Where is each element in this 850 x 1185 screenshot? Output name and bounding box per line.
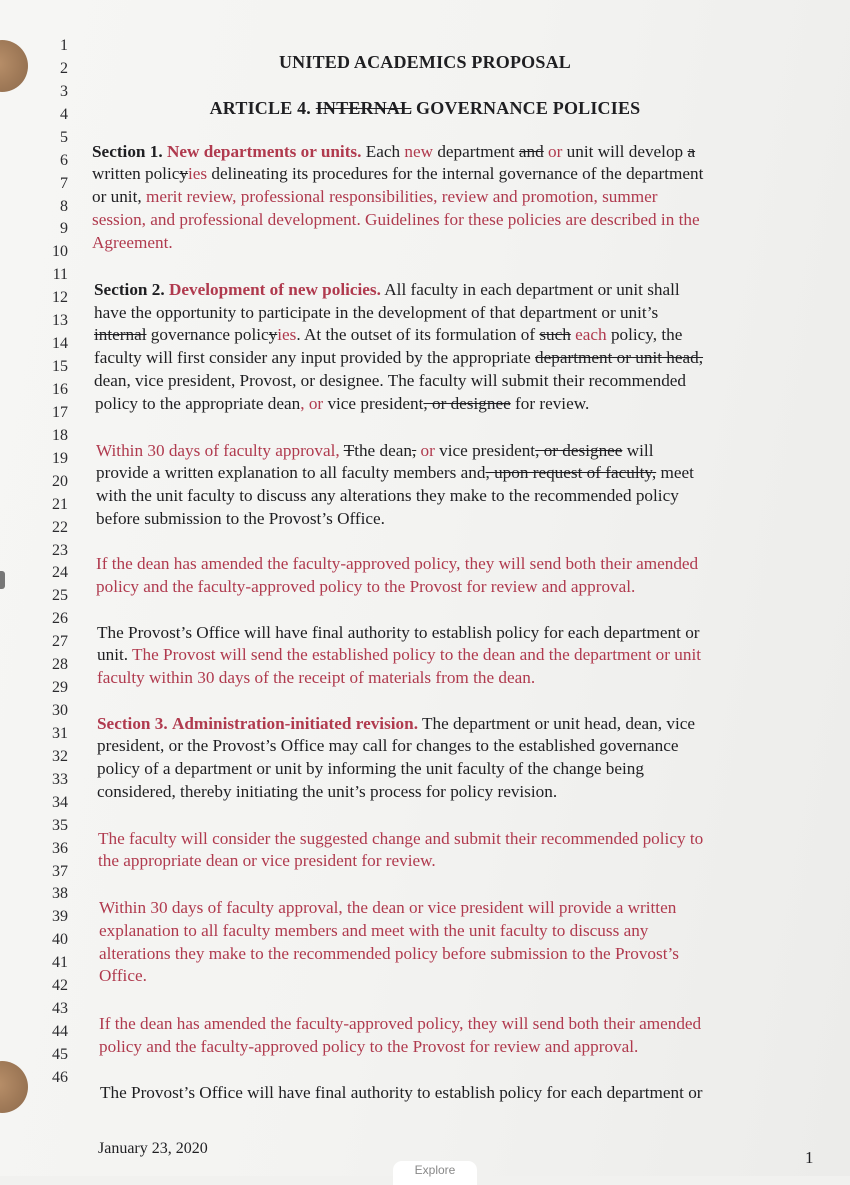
line-number: 22 bbox=[52, 518, 68, 536]
line-number: 34 bbox=[52, 793, 68, 811]
text-run: provide a written explanation to all faculty members and bbox=[96, 463, 486, 482]
text-run: The department or unit head, dean, vice bbox=[422, 714, 695, 733]
section2-line-1 bbox=[94, 279, 814, 301]
line-number: 4 bbox=[60, 105, 68, 123]
section3-para3-line-2: explanation to all faculty members and meet with the unit faculty to discuss any bbox=[99, 921, 649, 940]
document-heading: UNITED ACADEMICS PROPOSAL bbox=[278, 52, 572, 72]
section3-line-4: considered, thereby initiating the unit’s process for policy revision. bbox=[97, 782, 558, 801]
deleted-text: , bbox=[411, 441, 417, 460]
article-prefix: ARTICLE 4. bbox=[209, 98, 311, 118]
deleted-text: y bbox=[179, 164, 188, 183]
section2-para2-line-1 bbox=[96, 440, 816, 462]
text-run: All faculty in each department or unit shall bbox=[384, 280, 680, 299]
section3-para3-line-1: Within 30 days of faculty approval, the dean or vice president will provide a written bbox=[99, 898, 677, 917]
text-run: faculty will first consider any input provided by the appropriate bbox=[94, 348, 536, 367]
text-run: will bbox=[622, 441, 654, 460]
line-number: 24 bbox=[52, 564, 68, 582]
text-run: unit will develop bbox=[562, 142, 688, 161]
line-number: 45 bbox=[52, 1045, 68, 1063]
text-run: Each bbox=[365, 142, 405, 161]
inserted-text: , or bbox=[300, 394, 324, 413]
section2-para4-line-1: The Provost’s Office will have final authority to establish policy for each department or bbox=[97, 623, 700, 642]
section3-line-1 bbox=[97, 713, 817, 735]
binder-hole-bottom bbox=[0, 1061, 28, 1113]
section2-para3-line-2: policy and the faculty-approved policy to the Provost for review and approval. bbox=[96, 577, 636, 596]
section3-para5-line-1: The Provost’s Office will have final authority to establish policy for each department or bbox=[100, 1083, 703, 1102]
line-number: 14 bbox=[52, 335, 68, 353]
article-title bbox=[0, 97, 850, 119]
section1-line-4: session, and professional development. Guidelines for these policies are described in the bbox=[92, 210, 700, 229]
section2-line-2: have the opportunity to participate in the development of that department or unit’s bbox=[94, 303, 659, 322]
line-number: 15 bbox=[52, 358, 68, 375]
line-number: 2 bbox=[60, 59, 68, 77]
section2-line-6 bbox=[95, 393, 815, 415]
inserted-text: merit review, professional responsibilities, review and promotion, summer bbox=[145, 187, 658, 206]
inserted-text: each bbox=[570, 325, 607, 344]
section2-para2-line-2 bbox=[96, 462, 816, 484]
line-number: 37 bbox=[52, 862, 68, 880]
line-number: 23 bbox=[52, 541, 68, 559]
section3-para4-line-2: policy and the faculty-approved policy to the Provost for review and approval. bbox=[99, 1037, 639, 1056]
line-number: 7 bbox=[60, 174, 68, 192]
line-number: 31 bbox=[52, 724, 68, 742]
article-title-rest: GOVERNANCE POLICIES bbox=[416, 98, 641, 118]
text-run: policy to the appropriate dean bbox=[95, 394, 301, 413]
line-number: 3 bbox=[60, 82, 68, 100]
deleted-text: , or designee bbox=[535, 441, 623, 460]
section1-heading: New departments or units. bbox=[166, 142, 362, 161]
line-number: 13 bbox=[52, 312, 68, 330]
section3-label: Section 3. bbox=[97, 714, 168, 733]
line-number: 19 bbox=[52, 449, 68, 467]
section3-para2-line-2: the appropriate dean or vice president for review. bbox=[98, 851, 436, 870]
line-number: 27 bbox=[52, 633, 68, 651]
line-number: 35 bbox=[52, 816, 68, 834]
line-number: 43 bbox=[52, 1000, 68, 1018]
text-run: meet bbox=[656, 463, 694, 482]
deleted-text: , upon request of faculty, bbox=[485, 463, 657, 482]
line-number: 29 bbox=[52, 679, 68, 696]
text-run: department bbox=[433, 142, 519, 161]
section3-para3-line-4: Office. bbox=[99, 966, 147, 985]
section2-line-5: dean, vice president, Provost, or designee. The faculty will submit their recommended bbox=[94, 371, 687, 390]
section3-line-2: president, or the Provost’s Office may call for changes to the established governance bbox=[97, 736, 679, 755]
line-number: 46 bbox=[52, 1068, 68, 1086]
section1-line-3 bbox=[92, 186, 812, 208]
line-number: 20 bbox=[52, 472, 68, 490]
inserted-text: or bbox=[548, 142, 563, 161]
inserted-text: or bbox=[416, 441, 435, 460]
deleted-text: y bbox=[268, 325, 278, 344]
section3-line-3: policy of a department or unit by informing the unit faculty of the change being bbox=[97, 759, 644, 778]
text-run: vice president bbox=[323, 394, 424, 413]
section2-para4-line-2 bbox=[97, 644, 817, 666]
line-number: 36 bbox=[52, 839, 68, 857]
section3-para3-line-3: alterations they make to the recommended policy before submission to the Provost’s bbox=[99, 944, 679, 963]
line-number: 5 bbox=[60, 128, 68, 146]
text-run: vice president bbox=[434, 441, 536, 460]
deleted-text: such bbox=[539, 325, 571, 344]
binder-notch bbox=[0, 571, 5, 589]
line-number: 1 bbox=[60, 37, 68, 54]
text-run: for review. bbox=[510, 394, 590, 413]
line-number: 10 bbox=[52, 243, 68, 261]
text-run: or unit, bbox=[92, 187, 146, 206]
section1-line-5: Agreement. bbox=[92, 233, 173, 252]
line-number: 33 bbox=[52, 770, 68, 788]
footer-date: January 23, 2020 bbox=[98, 1140, 208, 1157]
line-number: 40 bbox=[52, 931, 68, 949]
line-number: 8 bbox=[60, 197, 68, 215]
inserted-text: The Provost will send the established policy to the dean and the department or unit bbox=[132, 645, 701, 664]
line-number: 11 bbox=[52, 266, 68, 284]
line-number: 12 bbox=[52, 289, 68, 307]
deleted-text: and bbox=[518, 142, 544, 161]
text-run: governance polic bbox=[146, 325, 269, 344]
section3-para4-line-1: If the dean has amended the faculty-approved policy, they will send both their amended bbox=[99, 1014, 702, 1033]
line-number: 17 bbox=[52, 403, 68, 421]
inserted-text: ies bbox=[277, 325, 297, 344]
section1-label: Section 1. bbox=[92, 142, 163, 161]
text-run: delineating its procedures for the internal governance of the department bbox=[207, 164, 704, 183]
deleted-text: T bbox=[343, 441, 355, 460]
inserted-text: ies bbox=[187, 164, 208, 183]
section2-para3-line-1: If the dean has amended the faculty-approved policy, they will send both their amended bbox=[96, 554, 699, 573]
line-number: 42 bbox=[52, 977, 68, 995]
line-number: 16 bbox=[52, 380, 68, 398]
line-number: 18 bbox=[52, 426, 68, 444]
deleted-text: a bbox=[687, 142, 696, 161]
line-number: 21 bbox=[52, 495, 68, 513]
section2-line-4 bbox=[94, 347, 814, 369]
line-number: 30 bbox=[52, 702, 68, 719]
section2-para2-line-3: with the unit faculty to discuss any alterations they make to the recommended policy bbox=[96, 486, 679, 505]
line-number: 9 bbox=[60, 220, 68, 238]
deleted-text: internal bbox=[94, 325, 147, 344]
line-number: 6 bbox=[60, 151, 68, 169]
section2-line-3 bbox=[94, 324, 814, 346]
text-run: unit. bbox=[97, 645, 133, 664]
page-number: 1 bbox=[805, 1148, 814, 1167]
line-number: 39 bbox=[52, 908, 68, 926]
article-struck-word: INTERNAL bbox=[315, 98, 412, 118]
section1-line-2 bbox=[92, 163, 812, 185]
deleted-text: , or designee bbox=[423, 394, 511, 413]
section1-line-1 bbox=[92, 141, 812, 163]
text-run: written polic bbox=[92, 164, 180, 183]
section2-para4-line-3: faculty within 30 days of the receipt of materials from the dean. bbox=[97, 668, 536, 687]
deleted-text: department or unit head, bbox=[535, 348, 704, 367]
section2-label: Section 2. bbox=[94, 280, 165, 299]
line-number: 44 bbox=[52, 1023, 68, 1040]
inserted-text: new bbox=[404, 142, 434, 161]
inserted-text: Within 30 days of faculty approval, bbox=[96, 441, 344, 460]
section2-heading: Development of new policies. bbox=[168, 280, 381, 299]
text-run: the dean bbox=[354, 441, 412, 460]
line-number: 26 bbox=[52, 610, 68, 628]
text-run: policy, the bbox=[606, 325, 683, 344]
section2-para2-line-4: before submission to the Provost’s Office. bbox=[96, 509, 385, 528]
line-number: 41 bbox=[52, 954, 68, 972]
line-number: 38 bbox=[52, 885, 68, 903]
line-number: 28 bbox=[52, 656, 68, 674]
text-run: . At the outset of its formulation of bbox=[296, 325, 540, 344]
line-number: 25 bbox=[52, 587, 68, 605]
section3-para2-line-1: The faculty will consider the suggested change and submit their recommended policy to bbox=[98, 829, 704, 848]
line-number: 32 bbox=[52, 747, 68, 765]
section3-heading: Administration-initiated revision. bbox=[171, 714, 418, 733]
explore-button[interactable]: Explore bbox=[393, 1161, 477, 1185]
